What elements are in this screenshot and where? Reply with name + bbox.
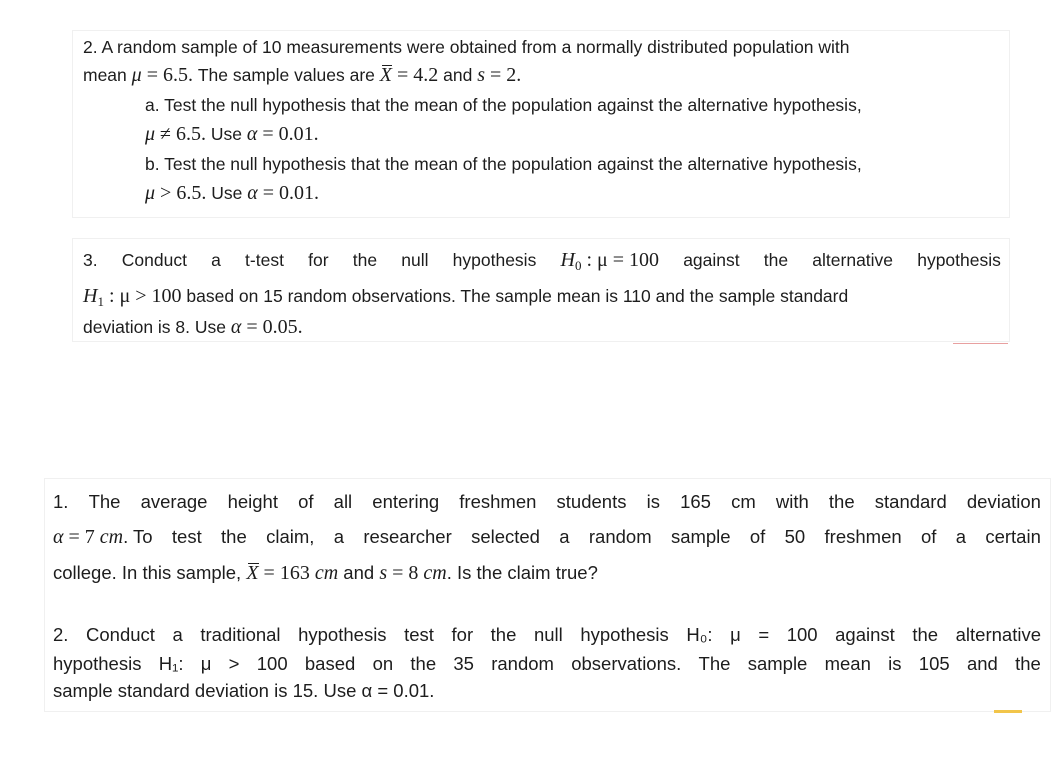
q1-xbar-symbol: X (246, 562, 259, 584)
q3-h1-rest: : μ > 100 (103, 285, 182, 307)
q1-word: claim, (266, 526, 315, 547)
q3-h1-symbol: H (83, 285, 98, 307)
q1-s-symbol: s (379, 562, 388, 584)
q2b-word: hypothesis (53, 653, 142, 674)
q1-word: is (646, 491, 660, 512)
q2a-line-1: a. Test the null hypothesis that the mean of the population against the alternative hypothesis, (145, 95, 862, 115)
q2b-word: 35 (453, 653, 474, 674)
q3-h0-rest: : μ = 100 (581, 249, 660, 271)
q3-line-2-text: based on 15 random observations. The sample mean is 110 and the sample standard (181, 286, 849, 306)
q2b-word: against (835, 624, 895, 645)
q2b-word: H₁: (158, 653, 184, 674)
q2b-relation: > 6.5. (155, 182, 207, 204)
q2-s-value: = 2. (484, 64, 522, 86)
q2b-word: the (1015, 653, 1041, 674)
q2b-word: traditional (200, 624, 281, 645)
q2b-word: the (410, 653, 437, 674)
q2-mean-word: mean (83, 65, 127, 85)
q3-h0-subscript: 0 (574, 258, 582, 273)
q1-alpha-expression (53, 526, 153, 548)
q2b-alpha-symbol: α (247, 182, 258, 204)
q3-h1-subscript: 1 (97, 294, 104, 309)
q3-word: null (401, 250, 429, 270)
q1-word: deviation (966, 491, 1041, 512)
q1-word: height (227, 491, 278, 512)
q2a-alpha-value: = 0.01. (257, 123, 319, 145)
q1-word: 1. (53, 491, 69, 512)
q2b-mu-symbol: μ (145, 182, 156, 204)
q1-cm-unit: cm (99, 526, 124, 548)
q3-h0-expression (561, 249, 660, 277)
q2b-word: Conduct (86, 624, 155, 645)
red-underline-mark (953, 343, 1008, 344)
q2-mu-value: = 6.5. (141, 64, 193, 86)
q3-word: hypothesis (917, 250, 1001, 270)
q1-alpha-symbol: α (53, 526, 64, 548)
q1-line-2 (53, 526, 1041, 548)
q2b-word: > (228, 653, 240, 674)
q2a-line-2 (145, 123, 319, 145)
q1-word: freshmen (459, 491, 537, 512)
q3-alpha-symbol: α (230, 316, 242, 338)
q2b-word: 100 (256, 653, 288, 674)
q2a-mu-symbol: μ (145, 123, 156, 145)
q1-word: . To (123, 526, 153, 547)
q1-word: freshmen (824, 526, 902, 547)
q3-word: for (308, 250, 329, 270)
q1-word: of (920, 526, 937, 547)
q2b-word: observations. (571, 653, 682, 674)
q2b-word: = (758, 624, 770, 645)
q3-word: the (763, 250, 789, 270)
q1-word: a (333, 526, 344, 547)
q1-word: of (298, 491, 314, 512)
q1-xbar-value: = 163 (258, 562, 315, 584)
q2b-word: the (490, 624, 517, 645)
q2-line-1: 2. A random sample of 10 measurements were obtained from a normally distributed population with (83, 37, 850, 57)
q2b-line-2 (145, 182, 319, 204)
q2b-word: 2. (53, 624, 69, 645)
q1-word: students (556, 491, 627, 512)
q2b-word: 100 (786, 624, 818, 645)
q3-word: hypothesis (452, 250, 537, 270)
q1-line-3 (53, 562, 598, 584)
q1-word: with (775, 491, 809, 512)
q3-word: a (211, 250, 221, 270)
q2b-word: and (966, 653, 998, 674)
q2b-use-text: Use (206, 183, 248, 203)
q2a-relation: ≠ 6.5. (155, 123, 207, 145)
q2b-word: hypothesis (298, 624, 387, 645)
q1-word: 165 (680, 491, 711, 512)
q3-word: Conduct (121, 250, 187, 270)
q2b-word: null (533, 624, 563, 645)
q2b-alpha-value: = 0.01. (257, 182, 319, 204)
q1-alpha-value: = 7 (63, 526, 100, 548)
q2-xbar-value: = 4.2 (391, 64, 439, 86)
q2b-word: mean (824, 653, 871, 674)
q2b-line-1: b. Test the null hypothesis that the mean of the population against the alternative hypothesis, (145, 154, 862, 174)
q3-line-2 (83, 285, 848, 313)
q2b-word: based (304, 653, 356, 674)
q1-and-text: and (338, 562, 380, 583)
q2b-word: μ (200, 653, 212, 674)
q2b-line-3: sample standard deviation is 15. Use α = 0.01. (53, 680, 435, 701)
question-1-block (44, 478, 1051, 712)
q1-line-1 (53, 491, 1041, 513)
q1-word: average (140, 491, 208, 512)
q1-word: cm (731, 491, 756, 512)
q1-word: researcher (363, 526, 452, 547)
q2-line-2 (83, 64, 521, 86)
q2-sample-text: The sample values are (192, 65, 380, 85)
q3-word: against (683, 250, 740, 270)
q1-word: a (955, 526, 967, 547)
q1-word: sample (670, 526, 731, 547)
q2b-word: the (912, 624, 939, 645)
q3-alpha-value: = 0.05. (241, 316, 303, 338)
q2b-word: The (698, 653, 731, 674)
q1-line-3-text: college. In this sample, (53, 562, 247, 583)
q2b-word: on (372, 653, 394, 674)
q3-word: t-test (245, 250, 284, 270)
q2a-use-text: Use (206, 124, 247, 144)
q1-word: all (333, 491, 353, 512)
q1-word: standard (874, 491, 947, 512)
yellow-highlight-mark (994, 710, 1022, 713)
q2-xbar-symbol: X (379, 64, 392, 86)
q1-word: the (828, 491, 855, 512)
q2b-word: hypothesis (580, 624, 669, 645)
q2b-word: H₀: (686, 624, 713, 645)
q2b-line-2 (53, 653, 1041, 675)
q3-line-3-text: deviation is 8. Use (83, 317, 231, 337)
q2b-word: is (888, 653, 902, 674)
q2b-word: sample (747, 653, 808, 674)
q1-cm-unit: cm (423, 562, 447, 584)
q2b-word: a (172, 624, 183, 645)
q2b-word: random (491, 653, 554, 674)
question-3-block (72, 238, 1010, 342)
q2b-word: test (404, 624, 434, 645)
q3-line-1 (83, 249, 1001, 277)
q1-cm-unit: cm (314, 562, 339, 584)
q1-tail-text: . Is the claim true? (446, 562, 598, 583)
q3-word: alternative (812, 250, 894, 270)
question-2-block (72, 30, 1010, 218)
q2-mu-symbol: μ (131, 64, 142, 86)
q2-s-symbol: s (477, 64, 485, 86)
q2b-line-1 (53, 624, 1041, 646)
q2b-word: 105 (918, 653, 950, 674)
q1-word: 50 (784, 526, 806, 547)
q1-word: The (88, 491, 121, 512)
q1-word: the (221, 526, 247, 547)
q3-line-3 (83, 316, 303, 338)
q1-word: certain (985, 526, 1041, 547)
q1-word: of (749, 526, 766, 547)
q1-word: selected (471, 526, 540, 547)
q2-and-text: and (438, 65, 478, 85)
q1-word: test (171, 526, 202, 547)
q3-h0-symbol: H (560, 249, 575, 271)
q1-s-value: = 8 (387, 562, 424, 584)
q1-word: entering (372, 491, 440, 512)
q3-word: 3. (83, 250, 98, 270)
q2b-word: for (451, 624, 474, 645)
q1-word: random (588, 526, 652, 547)
q2a-alpha-symbol: α (246, 123, 258, 145)
q3-word: the (352, 250, 378, 270)
q2b-word: alternative (955, 624, 1041, 645)
q2b-word: μ (730, 624, 741, 645)
q1-word: a (559, 526, 570, 547)
